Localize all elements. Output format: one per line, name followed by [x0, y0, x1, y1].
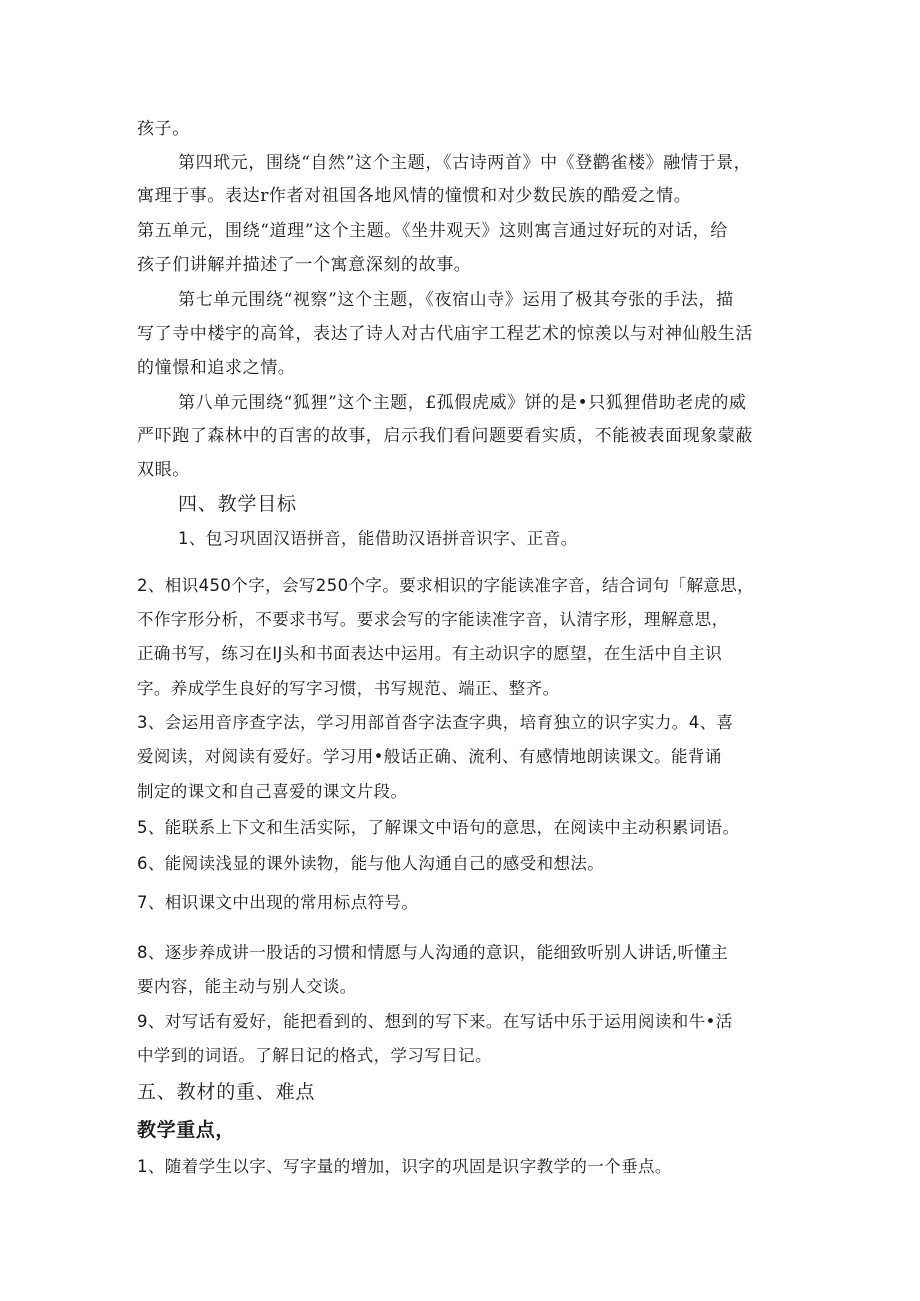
goal-item: 要内容，能主动与别人交谈。 [137, 977, 357, 996]
paragraph-line: 写了寺中楼宇的高耸，表达了诗人对古代庙宇工程艺术的惊羡以与对神仙般生活 [137, 324, 753, 344]
goal-item: 正确书写，练习在IJ头和书面表达中运用。有主动识字的愿望，在生活中自主识 [137, 644, 723, 663]
paragraph-line: 第五单元，围绕“道理”这个主题。《坐井观天》这则寓言通过好玩的对话，给 [137, 221, 728, 241]
goal-item: 9、对写话有爱好，能把看到的、想到的写下来。在写话中乐于运用阅读和牛•活 [137, 1012, 733, 1031]
paragraph-line: 的憧憬和追求之情。 [137, 358, 296, 378]
goal-item: 不作字形分析，不要求书写。要求会写的字能读准字音，认清字形，理解意思， [137, 610, 729, 629]
paragraph-line: 严吓跑了森林中的百害的故事，启示我们看问题要看实质，不能被表面现象蒙蔽 [137, 426, 753, 446]
section-heading-key-difficulties: 五、教材的重、难点 [137, 1081, 316, 1103]
goal-item: 2、相识450个字，会写250个字。要求相识的字能读准字音，结合词句「解意思， [137, 576, 755, 595]
paragraph-line: 寓理于事。表达r作者对祖国各地风情的憧惯和对少数民族的酷爱之情。 [137, 186, 692, 206]
sub-heading-teaching-focus: 教学重点， [137, 1119, 236, 1141]
goal-item: 中学到的词语。了解日记的格式，学习写日记。 [137, 1046, 492, 1065]
goal-item: 字。养成学生良好的写字习惯，书写规范、端正、整齐。 [137, 679, 560, 698]
goal-item: 7、相识课文中出现的常用标点符号。 [137, 893, 419, 912]
goal-item: 制定的课文和自己喜爱的课文片段。 [137, 782, 408, 801]
goal-item: 6、能阅读浅显的课外读物，能与他人沟通自己的感受和想法。 [137, 854, 605, 873]
goal-item: 3、会运用音序查字法，学习用部首沓字法查字典，培育独立的识字实力。4、喜 [137, 713, 734, 732]
section-heading-teaching-goals: 四、教学目标 [178, 493, 297, 515]
paragraph-line: 孩子们讲解并描述了一个寓意深刻的故事。 [137, 255, 472, 275]
goal-item: 爱阅读，对阅读有爱好。学习用•般话正确、流利、有感情地朗读课文。能背诵 [137, 747, 722, 766]
paragraph-line: 第八单元围绕“狐狸”这个主题，£孤假虎威》饼的是•只狐狸借助老虎的威 [178, 393, 747, 413]
paragraph-line: 双眼。 [137, 460, 190, 480]
goal-item: 1、包习巩固汉语拼音，能借助汉语拼音识字、正音。 [178, 529, 578, 548]
focus-item: 1、随着学生以字、写字量的增加，识字的巩固是识字教学的一个垂点。 [137, 1157, 672, 1176]
paragraph-line: 第四玳元，围绕“自然”这个主题，《古诗两首》中《登鹳雀楼》融情于景， [178, 153, 752, 173]
paragraph-line: 第七单元围绕“视察”这个主题，《夜宿山寺》运用了极其夸张的手法，描 [178, 290, 734, 310]
goal-item: 5、能联系上下文和生活实际，了解课文中语句的意思，在阅读中主动积累词语。 [137, 818, 740, 837]
paragraph-line: 孩子。 [137, 119, 190, 139]
goal-item: 8、逐步养成讲一股话的习惯和情愿与人沟通的意识，能细致听别人讲话,听懂主 [137, 943, 729, 962]
